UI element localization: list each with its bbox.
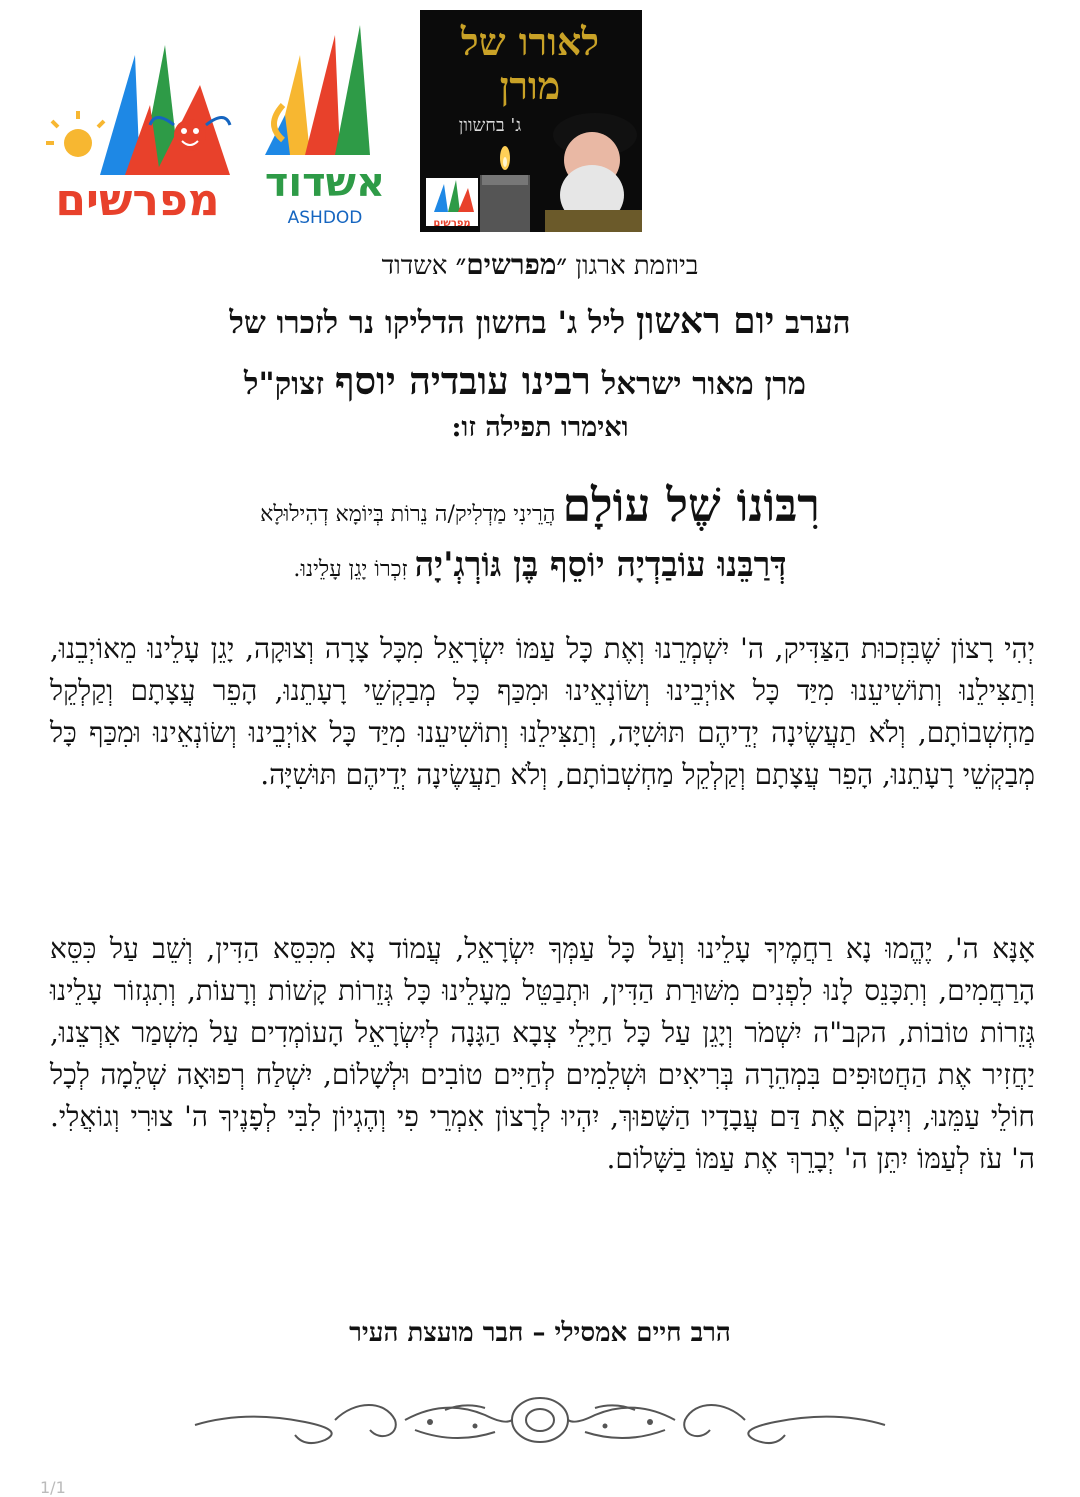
- ashdod-sails-icon: [255, 15, 395, 165]
- rabbi-line-c: זצוק"ל: [243, 366, 335, 402]
- prayer-paragraph-1: יְהִי רָצוֹן שֶׁבִּזְכוּת הַצַּדִּיק, ה' יִשְׁמְרֵנוּ וְאֶת כָּל עַמּוֹ יִשְׂרָאֵל מִכָּל צָרָה וְצוּקָה, יָגֵן עָלֵינוּ מֵאוֹיְבֵנוּ, וְתַצִּילֵנוּ וְתוֹשִׁיעֵנוּ מִיַּד כָּל אוֹיְבֵינוּ וְשׂוֹנְאֵינוּ וּמִכַּף כָּל מְבַקְשֵׁי רָעָתֵנוּ, הָפֵר עֲצָתָם וְקַלְקֵל מַחְשְׁבוֹתָם, וְלֹא תַעֲשֶׂינָה יְדֵיהֶם תּוּשִׁיָּה, וְתַצִּילֵנוּ וְתוֹשִׁיעֵנוּ מִיַּד כָּל אוֹיְבֵינוּ וְשׂוֹנְאֵינוּ וּמִכַּף כָּל מְבַקְשֵׁי רָעָתֵנוּ, הָפֵר עֲצָתָם וְקַלְקֵל מַחְשְׁבוֹתָם, וְלֹא תַעֲשֶׂינָה יְדֵיהֶם תּוּשִׁיָּה.: [50, 632, 1035, 791]
- initiative-line: [0, 248, 1080, 282]
- event-day: יום ראשון: [635, 300, 775, 342]
- initiative-prefix: ביוזמת ארגון: [567, 251, 699, 281]
- prayer-heading-title: רִבּוֹנוֹ שֶׁל עוֹלָם: [562, 478, 820, 532]
- event-line-c: ליל ג' בחשון הדליקו נר לזכרו של: [229, 305, 636, 341]
- prayer-intro: ואימרו תפילה זו:: [451, 412, 629, 443]
- prayer-heading-sub1: הֲרֵינִי מַדְלִיק/ה נֵרוֹת בְּיוֹמָא דְהִילוּלָא: [260, 502, 563, 527]
- initiative-suffix: אשדוד: [381, 251, 456, 281]
- memorial-date: ג' בחשוון: [458, 115, 522, 136]
- rabbi-name: רבינו עובדיה יוסף: [334, 358, 591, 403]
- ornament-divider-icon: [185, 1380, 895, 1460]
- prayer-paragraph-2: אָנָּא ה', יֶהֱמוּ נָא רַחֲמֶיךָ עָלֵינוּ וְעַל כָּל עַמְּךָ יִשְׂרָאֵל, עֲמוֹד נָא מִכִּסֵּא הַדִּין, וְשֵׁב עַל כִּסֵּא הָרַחֲמִים, וְתִכָּנֵס לָנוּ לִפְנִים מִשּׁוּרַת הַדִּין, וּתְבַטֵּל מֵעָלֵינוּ כָּל גְּזֵרוֹת קָשׁוֹת וְרָעוֹת, וְתִגְזוֹר עָלֵינוּ גְּזֵרוֹת טוֹבוֹת, הקב"ה יִשְׁמֹר וְיָגֵן עַל כָּל חַיָּלֵי צְבָא הַגָּנָה לְיִשְׂרָאֵל הָעוֹמְדִים עַל מִשְׁמַר אַרְצֵנוּ, יַחֲזִיר אֶת הַחֲטוּפִים בִּמְהֵרָה בְּרִיאִים וּשְׁלֵמִים לְחַיִּים טוֹבִים וּלְשָׁלוֹם, יִשְׁלַח רְפוּאָה שְׁלֵמָה לְכָל חוֹלֵי עַמֵּנוּ, וְיִנְקֹם אֶת דַּם עֲבָדָיו הַשָּׁפוּךְ, יִהְיוּ לְרָצוֹן אִמְרֵי פִי וְהֶגְיוֹן לִבִּי לְפָנֶיךָ ה' צוּרִי וְגוֹאֲלִי. ה' עֹז לְעַמּוֹ יִתֵּן ה' יְבָרֵךְ אֶת עַמּוֹ בַשָּׁלוֹם.: [50, 932, 1035, 1175]
- memorial-badge: [426, 178, 478, 229]
- memorial-title: לאורו של מורן: [460, 19, 600, 108]
- prayer-heading-sub2: זִכְרוֹ יָגֵן עָלֵינוּ.: [293, 557, 415, 582]
- event-line: [0, 300, 1080, 342]
- mefarshim-mini-logo-icon: [426, 178, 478, 214]
- rabbi-line-a: מרן מאור ישראל: [590, 366, 807, 402]
- event-line-a: הערב: [774, 305, 851, 341]
- rabbi-line: [0, 358, 1080, 404]
- prayer-heading-line2: [0, 545, 1080, 585]
- signature: הרב חיים אמסילי – חבר מועצת העיר: [349, 1318, 731, 1348]
- organization-name: ״מפרשים״: [455, 248, 568, 281]
- prayer-heading-name: דְּרַבֵּנוּ עוֹבַדְיָה יוֹסֵף בֶּן גּוֹרְגְ'יָה: [414, 545, 787, 585]
- page-number: 1/1: [40, 1478, 66, 1497]
- memorial-badge-text: מפרשים: [433, 218, 471, 229]
- mefarshim-logo: [30, 15, 245, 230]
- prayer-heading-line1: [0, 478, 1080, 532]
- ashdod-logo-hebrew: אשדוד: [264, 160, 386, 206]
- mefarshim-logo-text: מפרשים: [55, 175, 220, 226]
- memorial-image: [420, 10, 642, 232]
- ashdod-logo: [255, 15, 395, 230]
- ashdod-logo-english: ASHDOD: [287, 208, 363, 228]
